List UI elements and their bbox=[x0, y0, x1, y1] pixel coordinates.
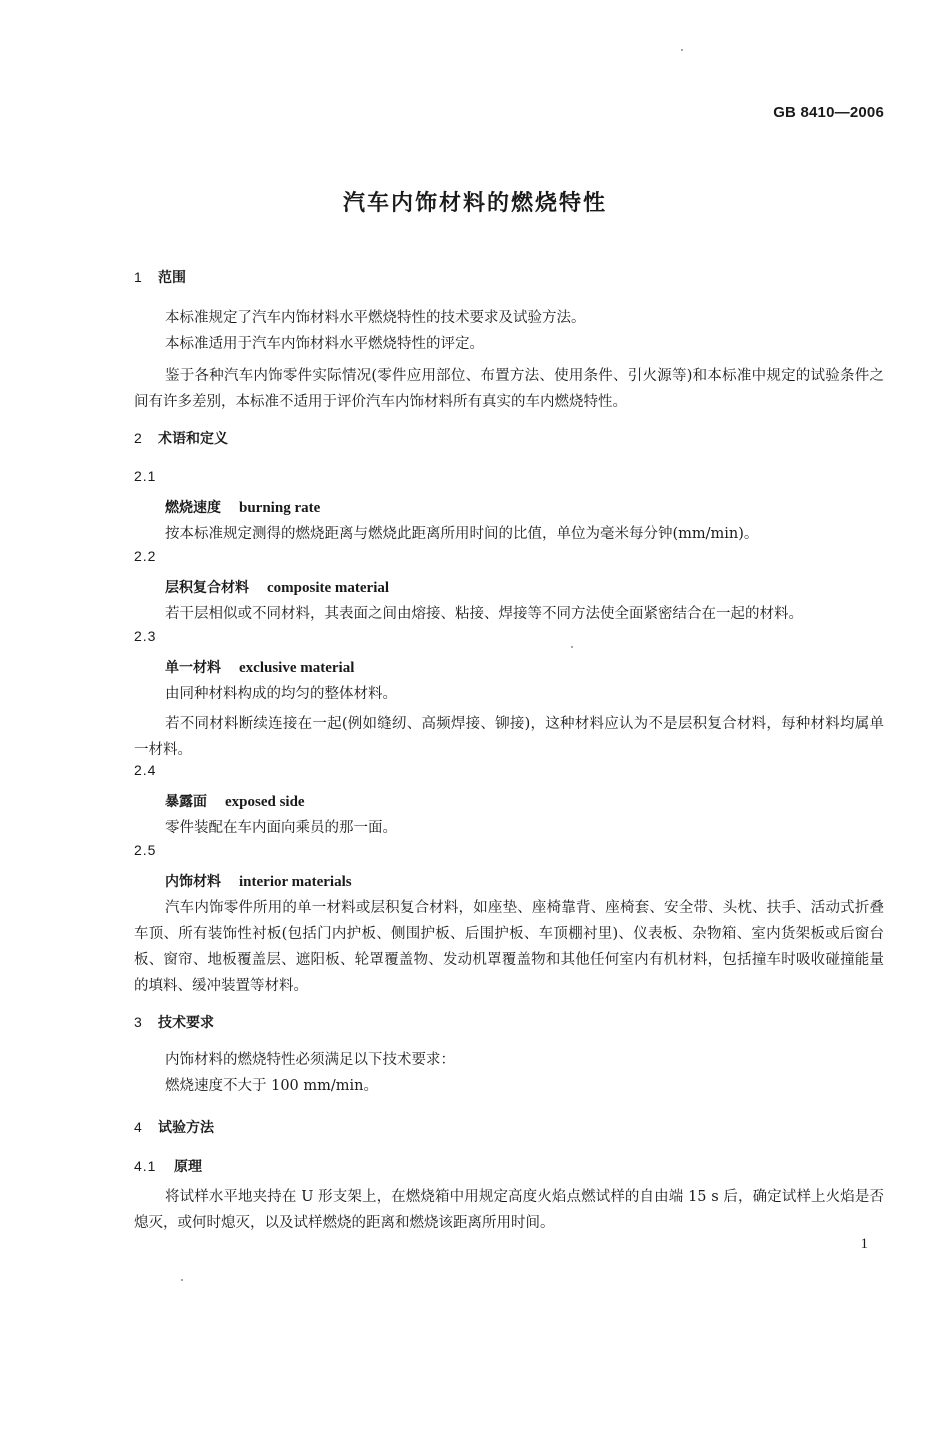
section-1-body bbox=[134, 305, 884, 415]
scan-speck bbox=[681, 49, 683, 51]
section-title: 范围 bbox=[158, 270, 186, 286]
paragraph: 将试样水平地夹持在 U 形支架上，在燃烧箱中用规定高度火焰点燃试样的自由端 15 s 后，确定试样上火焰是否熄灭，或何时熄灭，以及试样燃烧的距离和燃烧该距离所用时间。 bbox=[134, 1189, 884, 1231]
page-title: 汽车内饰材料的燃烧特性 bbox=[342, 191, 607, 216]
term-2-2 bbox=[134, 543, 884, 627]
term-2-4 bbox=[134, 757, 884, 841]
standard-code: GB 8410—2006 bbox=[773, 104, 884, 121]
paragraph: 鉴于各种汽车内饰零件实际情况(零件应用部位、布置方法、使用条件、引火源等)和本标准中规定的试验条件之间有许多差别，本标准不适用于评价汽车内饰材料所有真实的车内燃烧特性。 bbox=[134, 368, 884, 410]
term-number: 2.2 bbox=[134, 548, 157, 564]
term-en: composite material bbox=[267, 580, 390, 596]
term-number: 2.3 bbox=[134, 628, 157, 644]
term-zh: 暴露面 bbox=[165, 794, 207, 810]
term-zh: 燃烧速度 bbox=[165, 500, 221, 516]
term-en: exclusive material bbox=[239, 660, 355, 676]
term-line bbox=[134, 495, 884, 521]
paragraph: 内饰材料的燃烧特性必须满足以下技术要求： bbox=[165, 1052, 455, 1068]
term-line bbox=[134, 575, 884, 601]
subsection-number: 4.1 bbox=[134, 1158, 157, 1174]
term-en: interior materials bbox=[239, 874, 352, 890]
page-number: 1 bbox=[860, 1236, 868, 1252]
term-number: 2.5 bbox=[134, 842, 157, 858]
section-number: 1 bbox=[134, 269, 142, 285]
section-heading bbox=[134, 264, 884, 291]
subsection-4-1 bbox=[134, 1153, 884, 1236]
subsection-title: 原理 bbox=[174, 1159, 202, 1175]
term-number: 2.1 bbox=[134, 468, 157, 484]
section-2 bbox=[134, 425, 884, 452]
term-en: burning rate bbox=[239, 500, 321, 516]
section-3 bbox=[134, 1009, 884, 1036]
section-number: 3 bbox=[134, 1014, 142, 1030]
subsection-heading bbox=[134, 1153, 884, 1180]
section-heading bbox=[134, 1009, 884, 1036]
section-3-body bbox=[134, 1047, 884, 1099]
term-line bbox=[134, 789, 884, 815]
term-zh: 内饰材料 bbox=[165, 874, 221, 890]
section-heading bbox=[134, 425, 884, 452]
term-definition: 零件装配在车内面向乘员的那一面。 bbox=[165, 820, 397, 836]
term-2-1 bbox=[134, 463, 884, 547]
section-number: 2 bbox=[134, 430, 142, 446]
term-en: exposed side bbox=[225, 794, 305, 810]
term-line bbox=[134, 869, 884, 895]
term-definition: 汽车内饰零件所用的单一材料或层积复合材料，如座垫、座椅靠背、座椅套、安全带、头枕、扶手、活动式折叠车顶、所有装饰性衬板(包括门内护板、侧围护板、后围护板、车顶棚衬里)、仪表板、杂物箱、室内货架板或后窗台板、窗帘、地板覆盖层、遮阳板、轮罩覆盖物、发动机罩覆盖物和其他任何室内有机材料，包括撞车时吸收碰撞能量的填料、缓冲装置等材料。 bbox=[134, 900, 884, 994]
scan-speck bbox=[181, 1279, 183, 1281]
term-2-3 bbox=[134, 623, 884, 763]
term-zh: 层积复合材料 bbox=[165, 580, 249, 596]
term-2-5 bbox=[134, 837, 884, 999]
term-number: 2.4 bbox=[134, 762, 157, 778]
term-definition: 由同种材料构成的均匀的整体材料。 bbox=[165, 686, 397, 702]
term-definition-note: 若不同材料断续连接在一起(例如缝纫、高频焊接、铆接)，这种材料应认为不是层积复合材料，每种材料均属单一材料。 bbox=[134, 716, 884, 758]
section-1 bbox=[134, 264, 884, 291]
section-title: 试验方法 bbox=[158, 1120, 214, 1136]
scan-speck bbox=[571, 646, 573, 648]
section-title: 术语和定义 bbox=[158, 431, 228, 447]
term-definition: 若干层相似或不同材料，其表面之间由熔接、粘接、焊接等不同方法使全面紧密结合在一起的材料。 bbox=[165, 606, 803, 622]
paragraph: 本标准适用于汽车内饰材料水平燃烧特性的评定。 bbox=[165, 336, 484, 352]
section-number: 4 bbox=[134, 1119, 142, 1135]
section-title: 技术要求 bbox=[158, 1015, 214, 1031]
term-zh: 单一材料 bbox=[165, 660, 221, 676]
term-line bbox=[134, 655, 884, 681]
paragraph: 燃烧速度不大于 100 mm/min。 bbox=[165, 1078, 379, 1094]
section-heading bbox=[134, 1114, 884, 1141]
paragraph: 本标准规定了汽车内饰材料水平燃烧特性的技术要求及试验方法。 bbox=[165, 310, 586, 326]
term-definition: 按本标准规定测得的燃烧距离与燃烧此距离所用时间的比值，单位为毫米每分钟(mm/min)。 bbox=[165, 526, 759, 542]
section-4 bbox=[134, 1114, 884, 1141]
